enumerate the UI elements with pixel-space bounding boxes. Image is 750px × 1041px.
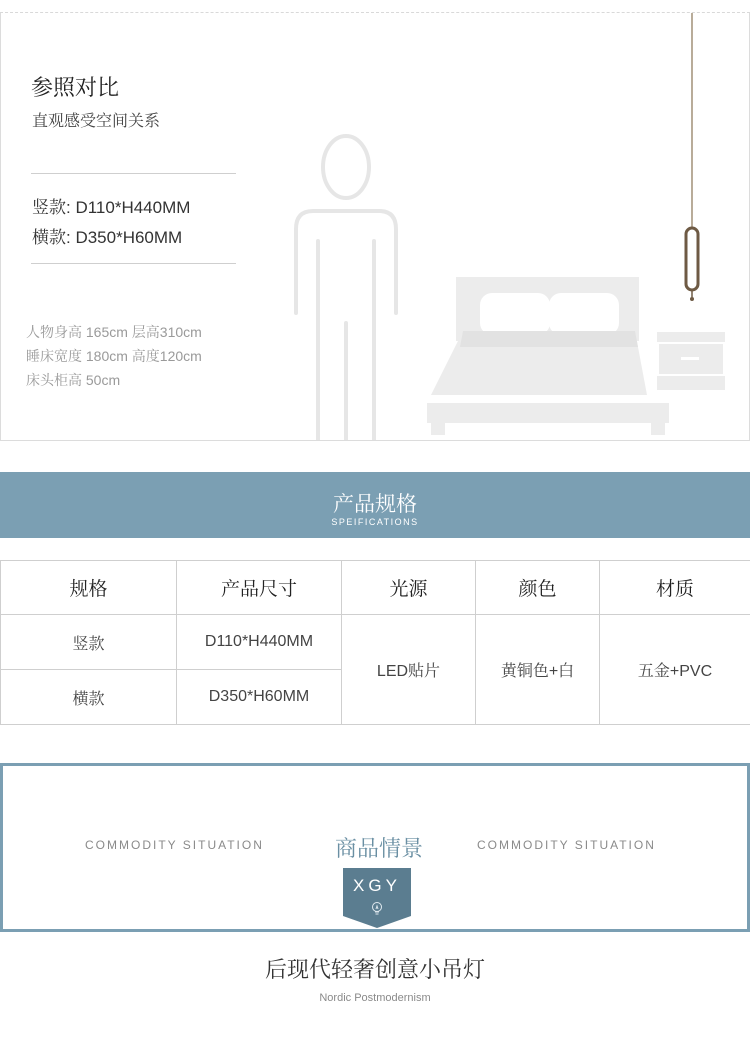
note-line: 睡床宽度 180cm 高度120cm (26, 348, 202, 364)
model-cell: 竖款 (1, 615, 177, 670)
reference-section (0, 12, 750, 441)
color-cell: 黄铜色+白 (476, 615, 600, 725)
note-line: 人物身高 165cm 层高310cm (26, 324, 202, 340)
note-line: 床头柜高 50cm (26, 372, 121, 388)
specifications-subtitle: SPEIFICATIONS (331, 517, 419, 527)
xgy-badge (343, 868, 411, 930)
nightstand-illustration (655, 330, 727, 392)
commodity-title: 商品情景 (335, 836, 424, 861)
specifications-title: 产品规格 (333, 493, 417, 516)
bed-illustration (425, 275, 675, 437)
spec-table (0, 560, 750, 725)
commodity-section (0, 763, 750, 932)
badge-text: XGY (353, 876, 401, 895)
bulb-icon (371, 901, 383, 917)
header-cell: 产品尺寸 (177, 561, 342, 615)
size-vertical: 竖款: D110*H440MM (32, 198, 191, 217)
pendant-lamp-icon (676, 13, 706, 313)
product-subtitle: Nordic Postmodernism (319, 992, 431, 1004)
commodity-en-left: COMMODITY SITUATION (85, 838, 264, 852)
person-silhouette-icon (291, 133, 411, 441)
size-cell: D350*H60MM (177, 670, 342, 725)
specifications-banner (0, 472, 750, 538)
light-source-cell: LED贴片 (342, 615, 476, 725)
table-row (1, 615, 750, 670)
product-title: 后现代轻奢创意小吊灯 (264, 957, 485, 982)
commodity-en-right: COMMODITY SITUATION (477, 838, 656, 852)
header-cell: 光源 (342, 561, 476, 615)
size-horizontal: 横款: D350*H60MM (32, 228, 183, 247)
header-cell: 规格 (1, 561, 177, 615)
reference-subtitle: 直观感受空间关系 (32, 113, 161, 130)
size-cell: D110*H440MM (177, 615, 342, 670)
divider-bottom (31, 263, 236, 264)
header-cell: 颜色 (476, 561, 600, 615)
model-cell: 横款 (1, 670, 177, 725)
header-cell: 材质 (600, 561, 750, 615)
reference-title: 参照对比 (31, 75, 120, 100)
divider-top (31, 173, 236, 174)
table-header-row (1, 561, 750, 615)
material-cell: 五金+PVC (600, 615, 750, 725)
